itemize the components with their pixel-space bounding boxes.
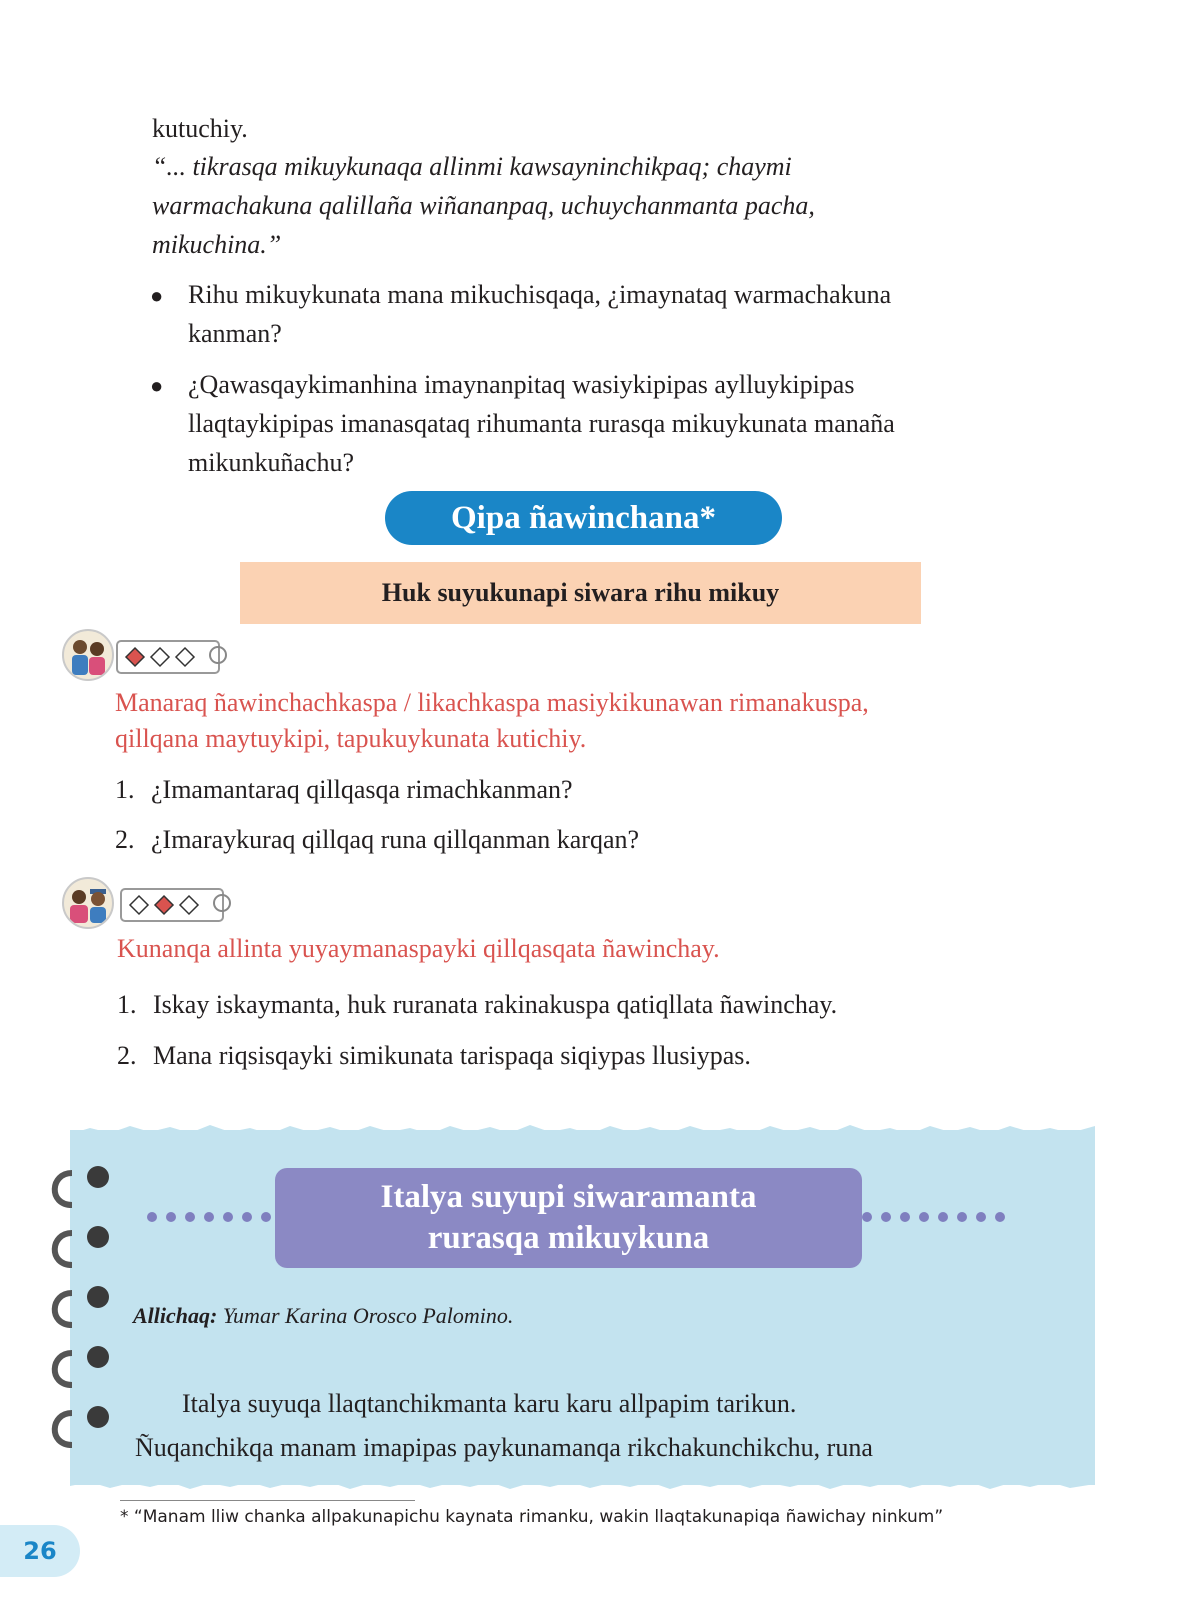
activity-2-item-1: Iskay iskaymanta, huk ruranata rakinakuspa qatiqllata ñawinchay. xyxy=(153,990,838,1019)
activity-1-instruction-2: qillqana maytuykipi, tapukuykunata kutichiy. xyxy=(115,724,587,753)
spiral-ring-icon xyxy=(42,1165,112,1213)
spiral-ring-icon xyxy=(42,1405,112,1453)
dotted-line-left xyxy=(145,1210,275,1224)
bullet-2-line-3: mikunkuñachu? xyxy=(188,448,355,477)
students-avatar xyxy=(62,877,114,929)
notebook-title xyxy=(275,1168,862,1268)
section-pill: Qipa ñawinchana* xyxy=(385,491,782,545)
notebook-title-line-1: Italya suyupi siwaramanta xyxy=(380,1179,757,1215)
intro-line: kutuchiy. xyxy=(152,114,248,143)
author-line xyxy=(133,1303,513,1329)
dotted-line-right xyxy=(860,1210,1010,1224)
students-avatar xyxy=(62,629,114,681)
notebook-title-line-2: rurasqa mikuykuna xyxy=(427,1220,710,1256)
bullet-1-line-1: Rihu mikuykunata mana mikuchisqaqa, ¿imaynataq warmachakuna xyxy=(188,280,892,309)
activity-2-item-1-num: 1. xyxy=(117,990,137,1019)
author-label: Allichaq: xyxy=(133,1303,218,1328)
activity-1-instruction-1: Manaraq ñawinchachkaspa / likachkaspa masiykikunawan rimanakuspa, xyxy=(115,688,869,717)
author-name: Yumar Karina Orosco Palomino. xyxy=(222,1303,514,1328)
spiral-ring-icon xyxy=(42,1225,112,1273)
page-number: 26 xyxy=(0,1525,80,1577)
activity-1-item-2: ¿Imaraykuraq qillqaq runa qillqanman karqan? xyxy=(151,825,640,854)
bullet-marker: ● xyxy=(150,283,164,308)
torn-edge-top xyxy=(70,1120,1095,1140)
bullet-2-line-1: ¿Qawasqaykimanhina imaynanpitaq wasiykipipas aylluykipipas xyxy=(188,370,855,399)
quote-line-2: warmachakuna qalillaña wiñananpaq, uchuychanmanta pacha, xyxy=(152,191,815,220)
activity-2-item-2-num: 2. xyxy=(117,1041,137,1070)
level-tag xyxy=(116,640,220,674)
section-heading: Huk suyukunapi siwara rihu mikuy xyxy=(240,562,921,624)
footnote: * “Manam lliw chanka allpakunapichu kaynata rimanku, wakin llaqtakunapiqa ñawichay ninkum” xyxy=(120,1507,944,1527)
activity-1-item-1-num: 1. xyxy=(115,775,135,804)
spiral-ring-icon xyxy=(42,1285,112,1333)
quote-line-1: “... tikrasqa mikuykunaqa allinmi kawsayninchikpaq; chaymi xyxy=(152,152,792,181)
bullet-marker: ● xyxy=(150,373,164,398)
bullet-1-line-2: kanman? xyxy=(188,319,282,348)
bullet-2-line-2: llaqtaykipipas imanasqataq rihumanta rurasqa mikuykunata manaña xyxy=(188,409,895,438)
torn-edge-bottom xyxy=(70,1478,1095,1492)
quote-line-3: mikuchina.” xyxy=(152,230,282,259)
activity-2-instruction: Kunanqa allinta yuyaymanaspayki qillqasqata ñawinchay. xyxy=(117,934,720,963)
notebook-paragraph-line-1: Italya suyuqa llaqtanchikmanta karu karu allpapim tarikun. xyxy=(182,1389,797,1418)
level-tag xyxy=(120,888,224,922)
activity-2-item-2: Mana riqsisqayki simikunata tarispaqa siqiypas llusiypas. xyxy=(153,1041,751,1070)
spiral-ring-icon xyxy=(42,1345,112,1393)
notebook-paragraph-line-2: Ñuqanchikqa manam imapipas paykunamanqa rikchakunchikchu, runa xyxy=(135,1433,873,1462)
footnote-rule xyxy=(120,1500,415,1501)
activity-1-item-1: ¿Imamantaraq qillqasqa rimachkanman? xyxy=(151,775,573,804)
tag-ring-icon xyxy=(206,642,232,668)
activity-1-item-2-num: 2. xyxy=(115,825,135,854)
tag-ring-icon xyxy=(210,890,236,916)
